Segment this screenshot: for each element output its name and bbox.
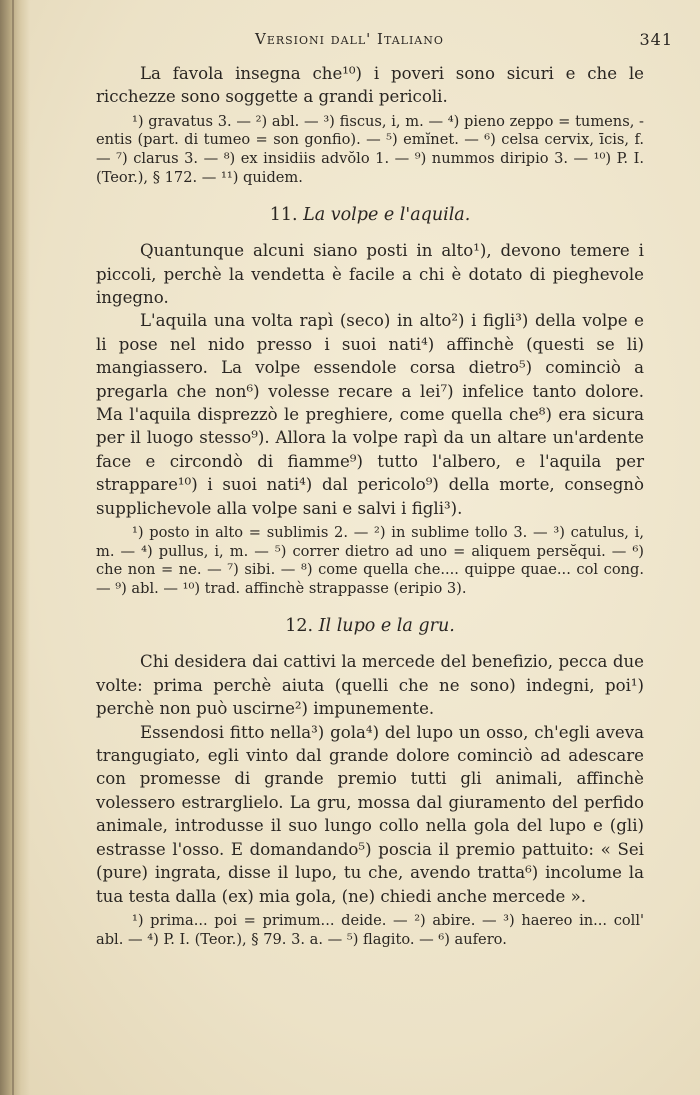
intro-footnotes: ¹) gravatus 3. — ²) abl. — ³) fiscus, i, m. — ⁴) pieno zeppo = tumens, -entis (part. di tumeo = son gonfio). — ⁵) emĭnet. — ⁶) celsa cervix, īcis, f. — ⁷) clarus 3. — ⁸) ex insidiis advŏlo 1. — ⁹) nummos diripio 3. — ¹⁰) P. I. (Teor.), § 172. — ¹¹) quidem. <box>96 112 644 186</box>
section-11-paragraph-1: Quantunque alcuni siano posti in alto¹), devono temere i piccoli, perchè la vendetta è facile a chi è dotato di pieghevole ingegno. <box>96 241 644 307</box>
book-binding-edge <box>0 0 30 1095</box>
section-12-paragraph-1: Chi desidera dai cattivi la mercede del benefizio, pecca due volte: prima perchè aiuta (quelli che ne sono) indegni, poi¹) perchè non può uscirne²) impunemente. <box>96 652 644 719</box>
page-number: 341 <box>639 30 673 49</box>
binding-crease <box>12 0 14 1095</box>
section-12-footnotes: ¹) prima... poi = primum... deide. — ²) abire. — ³) haereo in... coll' abl. — ⁴) P. I. (Teor.), § 79. 3. a. — ⁵) flagito. — ⁶) aufero. <box>96 911 644 948</box>
section-12-title: Il lupo e la gru. <box>318 616 455 637</box>
running-title: Versioni dall' Italiano <box>255 30 444 48</box>
page-content <box>96 62 644 949</box>
page-header <box>255 30 685 52</box>
intro-paragraph: La favola insegna che¹⁰) i poveri sono sicuri e che le ricchezze sono soggette a grandi pericoli. <box>96 64 644 107</box>
section-12-heading <box>96 616 644 636</box>
section-11-footnotes: ¹) posto in alto = sublimis 2. — ²) in sublime tollo 3. — ³) catulus, i, m. — ⁴) pullus, i, m. — ⁵) correr dietro ad uno = aliquem persĕqui. — ⁶) che non = ne. — ⁷) sibi. — ⁸) come quella che.... quippe quae... col cong. — ⁹) abl. — ¹⁰) trad. affinchè strappasse (eripio 3). <box>96 524 644 597</box>
section-12-number: 12. <box>285 616 314 637</box>
section-11-paragraph-2: L'aquila una volta rapì (seco) in alto²) i figli³) della volpe e li pose nel nido presso i suoi nati⁴) affinchè (questi se li) mangiassero. La volpe essendole corsa dietro⁵) cominciò a pregarla che non⁶) volesse recare a lei⁷) infelice tanto dolore. Ma l'aquila disprezzò le preghiere, come quella che⁸) era sicura per il luogo stesso⁹). Allora la volpe rapì da un altare un'ardente face e circondò di fiamme⁹) tutto l'albero, e l'aquila per strappare¹⁰) i suoi nati⁴) dal pericolo⁹) della morte, consegnò supplichevole alla volpe sani e salvi i figli³). <box>96 311 644 518</box>
section-12-paragraph-2: Essendosi fitto nella³) gola⁴) del lupo un osso, ch'egli aveva trangugiato, egli vinto dal grande dolore cominciò ad adescare con promesse di grande premio tutti gli animali, affinchè volessero estrarglielo. La gru, mossa dal giuramento del perfido animale, introdusse il suo lungo collo nella gola del lupo e (gli) estrasse l'osso. E domandando⁵) poscia il premio pattuito: « Sei (pure) ingrata, disse il lupo, tu che, avendo tratta⁶) incolume la tua testa dalla (ex) mia gola, (ne) chiedi anche mercede ». <box>96 722 644 906</box>
section-11-number: 11. <box>269 205 298 226</box>
section-11-title: La volpe e l'aquila. <box>303 205 471 226</box>
section-11-heading <box>96 205 644 225</box>
